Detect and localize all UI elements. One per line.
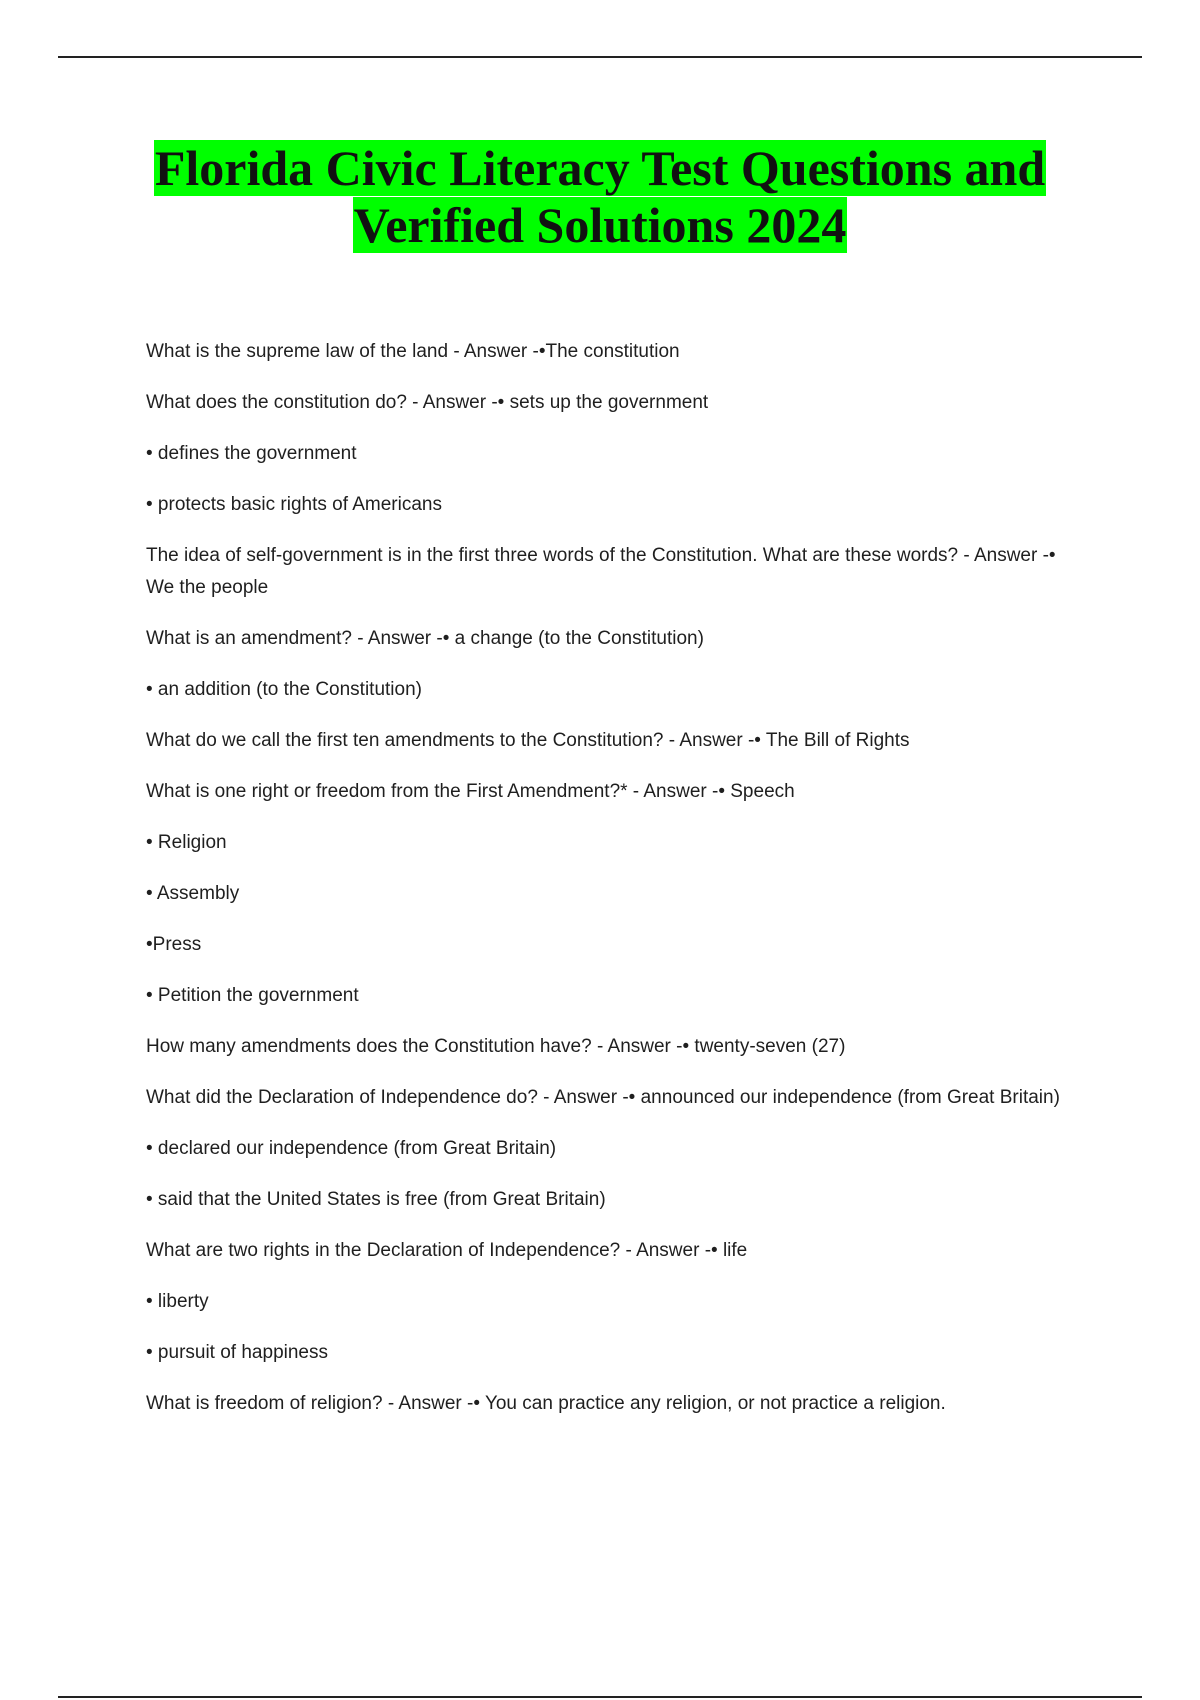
answer-bullet: • liberty bbox=[146, 1291, 209, 1312]
question-answer-list bbox=[146, 336, 1076, 1439]
answer-bullet: • Religion bbox=[146, 832, 227, 853]
qa-paragraph: How many amendments does the Constitution have? - Answer -• twenty-seven (27) bbox=[146, 1036, 846, 1057]
answer-bullet: • defines the government bbox=[146, 443, 357, 464]
answer-bullet: •Press bbox=[146, 934, 202, 955]
qa-paragraph: What is an amendment? - Answer -• a change (to the Constitution) bbox=[146, 628, 704, 649]
title-line-2: Verified Solutions 2024 bbox=[353, 197, 847, 253]
top-divider bbox=[58, 56, 1142, 58]
answer-bullet: • an addition (to the Constitution) bbox=[146, 679, 422, 700]
title-line-1: Florida Civic Literacy Test Questions and bbox=[154, 140, 1046, 196]
answer-bullet: • Assembly bbox=[146, 883, 240, 904]
qa-paragraph: What do we call the first ten amendments to the Constitution? - Answer -• The Bill of Rights bbox=[146, 730, 910, 751]
document-title bbox=[60, 140, 1140, 254]
qa-paragraph: The idea of self-government is in the first three words of the Constitution. What are these words? - Answer -• We the people bbox=[146, 545, 1056, 598]
qa-paragraph: What are two rights in the Declaration of Independence? - Answer -• life bbox=[146, 1240, 748, 1261]
qa-paragraph: What did the Declaration of Independence do? - Answer -• announced our independence (from Great Britain) bbox=[146, 1087, 1060, 1108]
answer-bullet: • protects basic rights of Americans bbox=[146, 494, 442, 515]
answer-bullet: • said that the United States is free (from Great Britain) bbox=[146, 1189, 606, 1210]
answer-bullet: • Petition the government bbox=[146, 985, 359, 1006]
qa-paragraph: What is freedom of religion? - Answer -• You can practice any religion, or not practice a religion. bbox=[146, 1393, 946, 1414]
bottom-divider bbox=[58, 1696, 1142, 1698]
qa-paragraph: What is one right or freedom from the First Amendment?* - Answer -• Speech bbox=[146, 781, 795, 802]
answer-bullet: • pursuit of happiness bbox=[146, 1342, 328, 1363]
qa-paragraph: What does the constitution do? - Answer -• sets up the government bbox=[146, 392, 709, 413]
qa-paragraph: What is the supreme law of the land - Answer -•The constitution bbox=[146, 341, 680, 362]
answer-bullet: • declared our independence (from Great Britain) bbox=[146, 1138, 557, 1159]
